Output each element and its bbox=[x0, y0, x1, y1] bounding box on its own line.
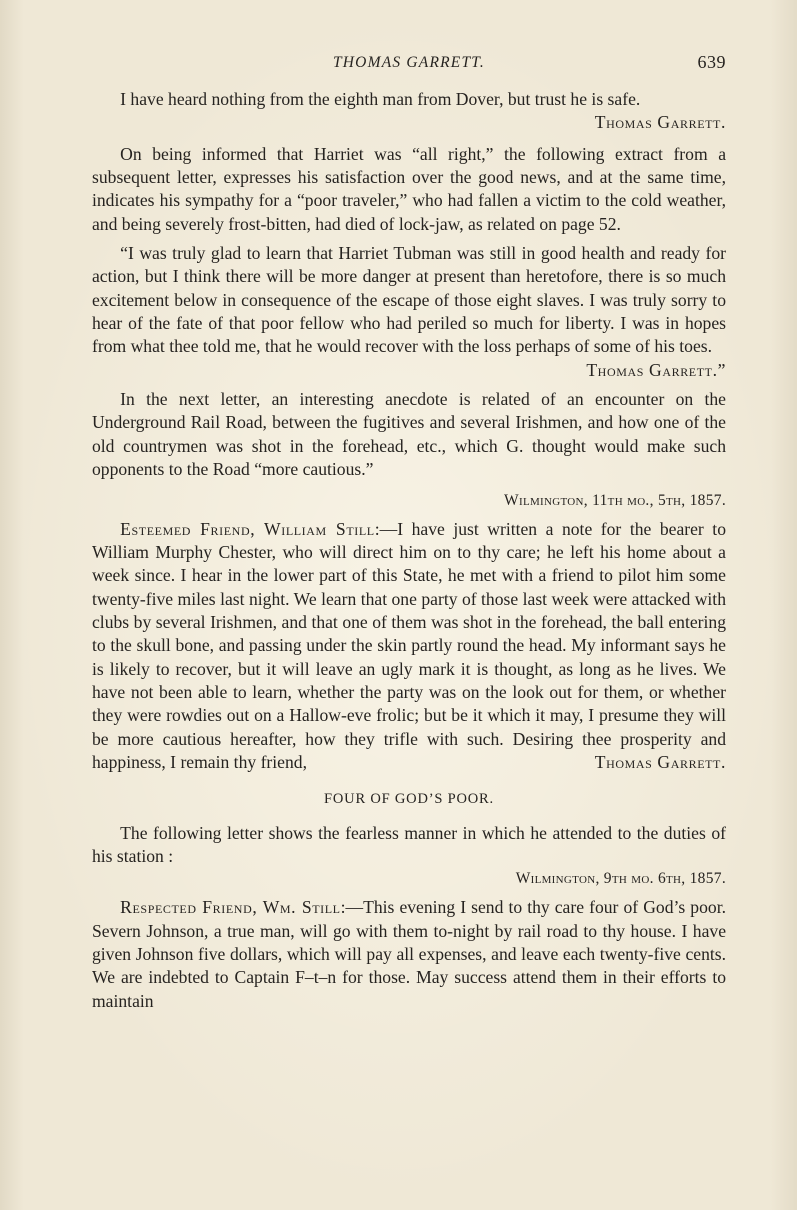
letter-3-text: :—This evening I send to thy care four of God’s poor. Severn Johnson, a true man, will go with them to-night by rail road to thy house. I have given Johnson five dollars, which will pay all expenses, and leave each twenty-five cents. We are indebted to Captain F–t–n for those. May success attend them in their efforts to maintain bbox=[92, 897, 726, 1011]
dateline-letter-3: Wilmington, 9th mo. 6th, 1857. bbox=[515, 870, 726, 888]
letter-3-body bbox=[92, 896, 726, 1013]
paragraph-harriet: On being informed that Harriet was “all right,” the following extract from a subsequent letter, expresses his satisfaction over the good news, and at the same time, indicates his sympathy for a “poor traveler,” who had fallen a victim to the cold weather, and being severely frost-bitten, had died of lock-jaw, as related on page 52. bbox=[92, 143, 726, 234]
section-heading: FOUR OF GOD’S POOR. bbox=[324, 791, 494, 808]
page-number: 639 bbox=[697, 52, 726, 72]
signature-thomas-garrett-2 bbox=[92, 359, 726, 382]
quoted-letter-extract: “I was truly glad to learn that Harriet Tubman was still in good health and ready for action, but I think there will be more danger at present than heretofore, there is so much excitement below in consequence of the escape of those eight slaves. I was truly sorry to hear of the fate of that poor fellow who had periled so much for liberty. I was in hopes from what thee told me, that he would recover with the loss perhaps of some of his toes. bbox=[92, 243, 726, 357]
dateline-letter-2: Wilmington, 11th mo., 5th, 1857. bbox=[504, 491, 726, 509]
running-title: THOMAS GARRETT. bbox=[332, 54, 486, 71]
body-text bbox=[92, 88, 726, 1013]
salutation-letter-3: Respected Friend, Wm. Still bbox=[120, 897, 341, 918]
signature-thomas-garrett-3: Thomas Garrett. bbox=[594, 751, 726, 772]
letter-closing-text: I have heard nothing from the eighth man from Dover, but trust he is safe. bbox=[120, 89, 641, 109]
page-header bbox=[92, 52, 726, 76]
signature-thomas-garrett-1: Thomas Garrett. bbox=[594, 112, 726, 133]
salutation-letter-2: Esteemed Friend, William Still bbox=[120, 518, 375, 539]
paragraph-fearless-manner: The following letter shows the fearless manner in which he attended to the duties of his station : bbox=[92, 822, 726, 866]
signature-thomas-garrett-2-text: Thomas Garrett.” bbox=[586, 359, 726, 380]
paragraph-next-letter: In the next letter, an interesting anecdote is related of an encounter on the Underground Rail Road, between the fugitives and several Irishmen, and how one of the old countrymen was shot in the forehead, etc., which G. thought would make such opponents to the Road “more cautious.” bbox=[92, 389, 726, 480]
letter-2-body bbox=[92, 518, 726, 775]
letter-closing-paragraph bbox=[92, 88, 726, 135]
letter-2-text: :—I have just written a note for the bearer to William Murphy Chester, who will direct him on to thy care; he left his home about a week since. I hear in the lower part of this State, he met with a friend to pilot him some twenty-five miles last night. We learn that one party of those last week were attacked with clubs by several Irishmen, and that one of them was shot in the forehead, the ball entering to the skull bone, and passing under the skin partly round the head. My informant says he is likely to recover, but it will leave an ugly mark it is thought, as long as he lives. We have not been able to learn, whether the party was on the look out for them, or whether they were rowdies out on a Hallow-eve frolic; but be it which it may, I presume they will be more cautious hereafter, how they trifle with such. Desiring thee prosperity and happiness, I remain thy friend, bbox=[92, 518, 726, 772]
